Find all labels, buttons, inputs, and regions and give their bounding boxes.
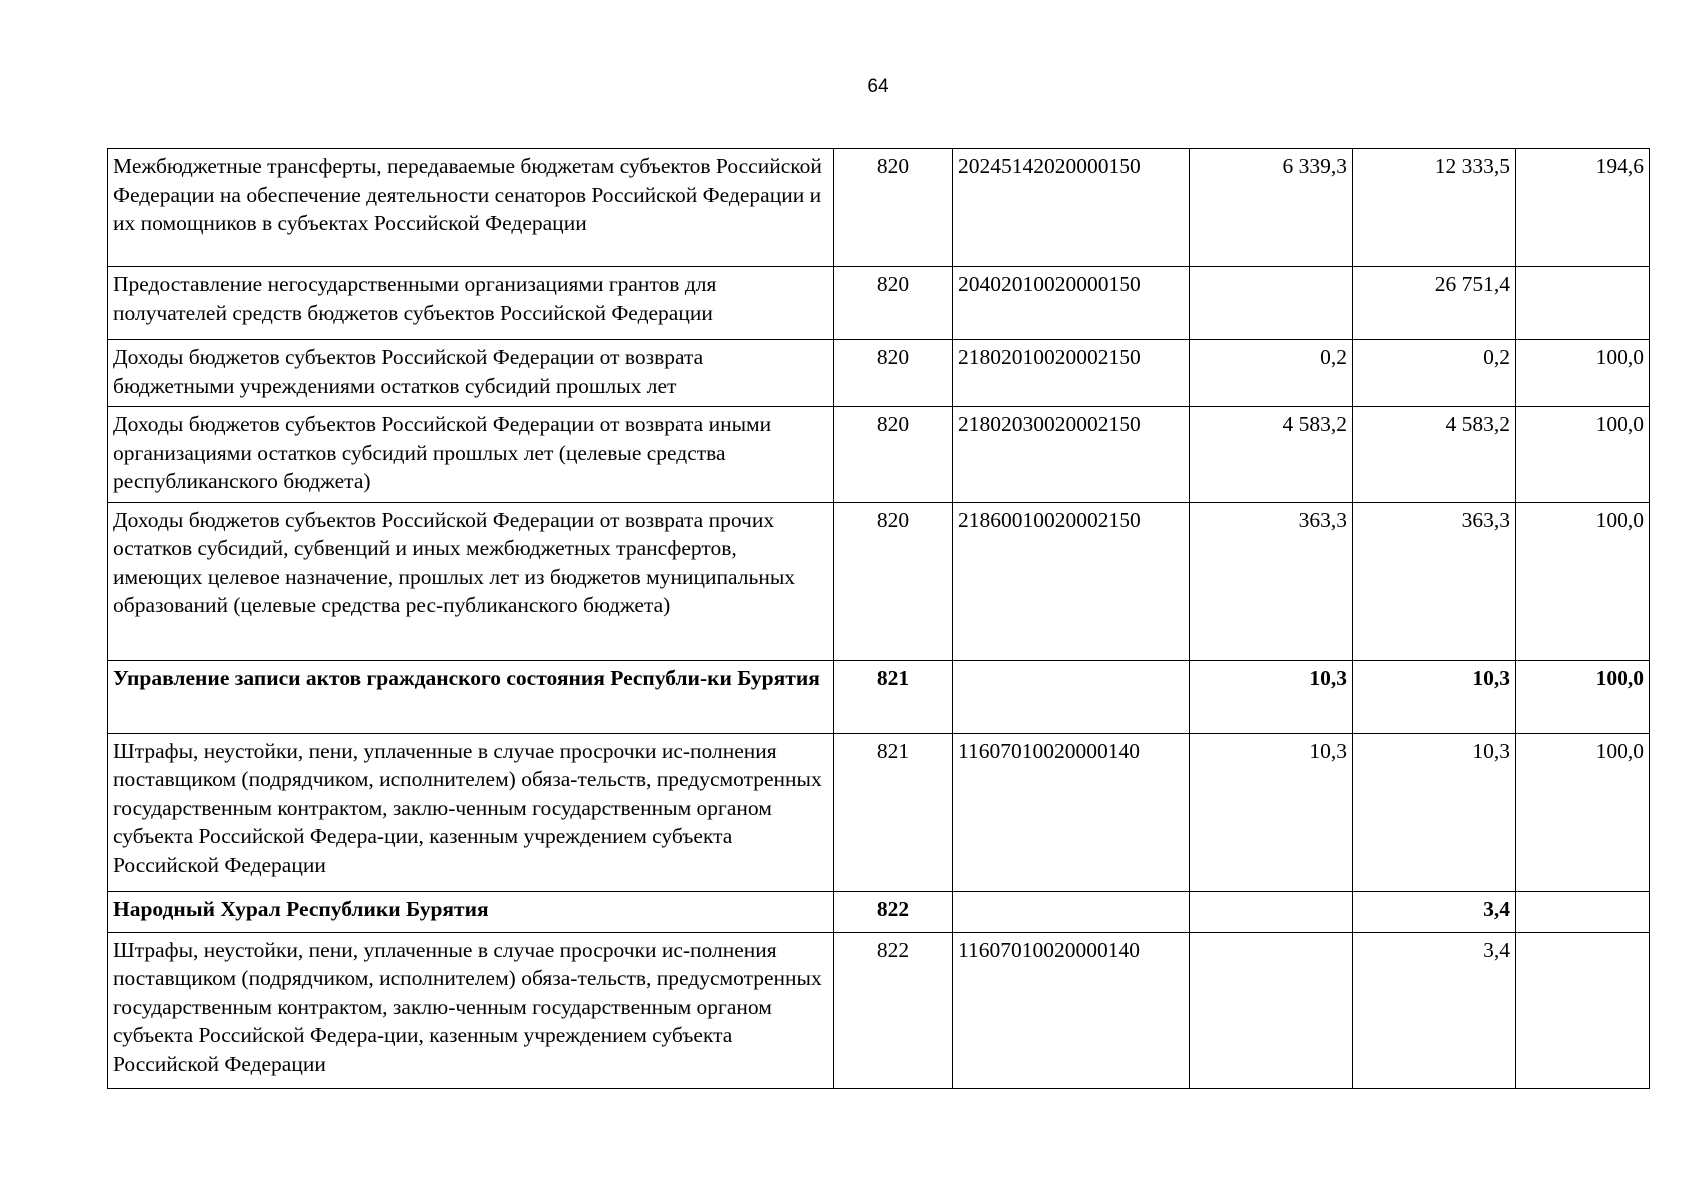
cell-percent [1516,891,1650,932]
cell-plan-amount: 4 583,2 [1190,407,1353,503]
cell-indicator-name: Штрафы, неустойки, пени, уплаченные в случае просрочки ис-полнения поставщиком (подрядчиком, исполнителем) обяза-тельств, предусмотренных государственным контрактом, заклю-ченным государственным органом субъекта Российской Федера-ции, казенным учреждением субъекта Российской Федерации [108,932,834,1088]
cell-budget-code [953,660,1190,733]
cell-budget-code: 11607010020000140 [953,932,1190,1088]
cell-percent: 194,6 [1516,149,1650,267]
cell-indicator-name: Предоставление негосударственными организациями грантов для получателей средств бюджетов субъектов Российской Федерации [108,267,834,340]
cell-indicator-name: Доходы бюджетов субъектов Российской Федерации от возврата иными организациями остатков субсидий прошлых лет (целевые средства республиканского бюджета) [108,407,834,503]
cell-plan-amount: 10,3 [1190,660,1353,733]
cell-indicator-name: Штрафы, неустойки, пени, уплаченные в случае просрочки ис-полнения поставщиком (подрядчиком, исполнителем) обяза-тельств, предусмотренных государственным контрактом, заклю-ченным государственным органом субъекта Российской Федера-ции, казенным учреждением субъекта Российской Федерации [108,733,834,891]
cell-indicator-name: Народный Хурал Республики Бурятия [108,891,834,932]
cell-plan-amount: 6 339,3 [1190,149,1353,267]
table-row [108,733,1650,891]
cell-budget-code: 21802010020002150 [953,340,1190,407]
table-row [108,149,1650,267]
cell-indicator-name: Доходы бюджетов субъектов Российской Федерации от возврата бюджетными учреждениями остатков субсидий прошлых лет [108,340,834,407]
cell-actual-amount: 10,3 [1353,733,1516,891]
cell-budget-code: 20402010020000150 [953,267,1190,340]
cell-indicator-name: Доходы бюджетов субъектов Российской Федерации от возврата прочих остатков субсидий, субвенций и иных межбюджетных трансфертов, имеющих целевое назначение, прошлых лет из бюджетов муниципальных образований (целевые средства рес-публиканского бюджета) [108,502,834,660]
cell-actual-amount: 3,4 [1353,891,1516,932]
cell-admin-code: 821 [834,660,953,733]
table-row [108,340,1650,407]
cell-admin-code: 820 [834,340,953,407]
cell-plan-amount [1190,267,1353,340]
cell-admin-code: 820 [834,502,953,660]
table-row [108,407,1650,503]
cell-admin-code: 820 [834,149,953,267]
cell-admin-code: 821 [834,733,953,891]
cell-percent: 100,0 [1516,407,1650,503]
cell-actual-amount: 363,3 [1353,502,1516,660]
cell-plan-amount: 10,3 [1190,733,1353,891]
cell-actual-amount: 12 333,5 [1353,149,1516,267]
cell-plan-amount [1190,891,1353,932]
cell-percent: 100,0 [1516,660,1650,733]
cell-admin-code: 822 [834,932,953,1088]
cell-plan-amount [1190,932,1353,1088]
cell-plan-amount: 0,2 [1190,340,1353,407]
table-body [108,149,1650,1089]
cell-actual-amount: 10,3 [1353,660,1516,733]
revenue-table [107,148,1650,1089]
cell-indicator-name: Межбюджетные трансферты, передаваемые бюджетам субъектов Российской Федерации на обеспечение деятельности сенаторов Российской Федерации и их помощников в субъектах Российской Федерации [108,149,834,267]
page-number: 64 [867,76,889,97]
cell-percent: 100,0 [1516,502,1650,660]
table-row [108,267,1650,340]
table-row [108,932,1650,1088]
cell-budget-code: 21860010020002150 [953,502,1190,660]
cell-budget-code: 20245142020000150 [953,149,1190,267]
cell-actual-amount: 26 751,4 [1353,267,1516,340]
cell-budget-code: 11607010020000140 [953,733,1190,891]
cell-admin-code: 822 [834,891,953,932]
cell-percent: 100,0 [1516,340,1650,407]
table-section-row [108,660,1650,733]
cell-budget-code [953,891,1190,932]
cell-budget-code: 21802030020002150 [953,407,1190,503]
cell-percent [1516,267,1650,340]
cell-admin-code: 820 [834,267,953,340]
cell-plan-amount: 363,3 [1190,502,1353,660]
cell-actual-amount: 0,2 [1353,340,1516,407]
table-row [108,502,1650,660]
cell-actual-amount: 4 583,2 [1353,407,1516,503]
cell-indicator-name: Управление записи актов гражданского состояния Республи-ки Бурятия [108,660,834,733]
cell-percent [1516,932,1650,1088]
cell-actual-amount: 3,4 [1353,932,1516,1088]
cell-admin-code: 820 [834,407,953,503]
table-section-row [108,891,1650,932]
cell-percent: 100,0 [1516,733,1650,891]
